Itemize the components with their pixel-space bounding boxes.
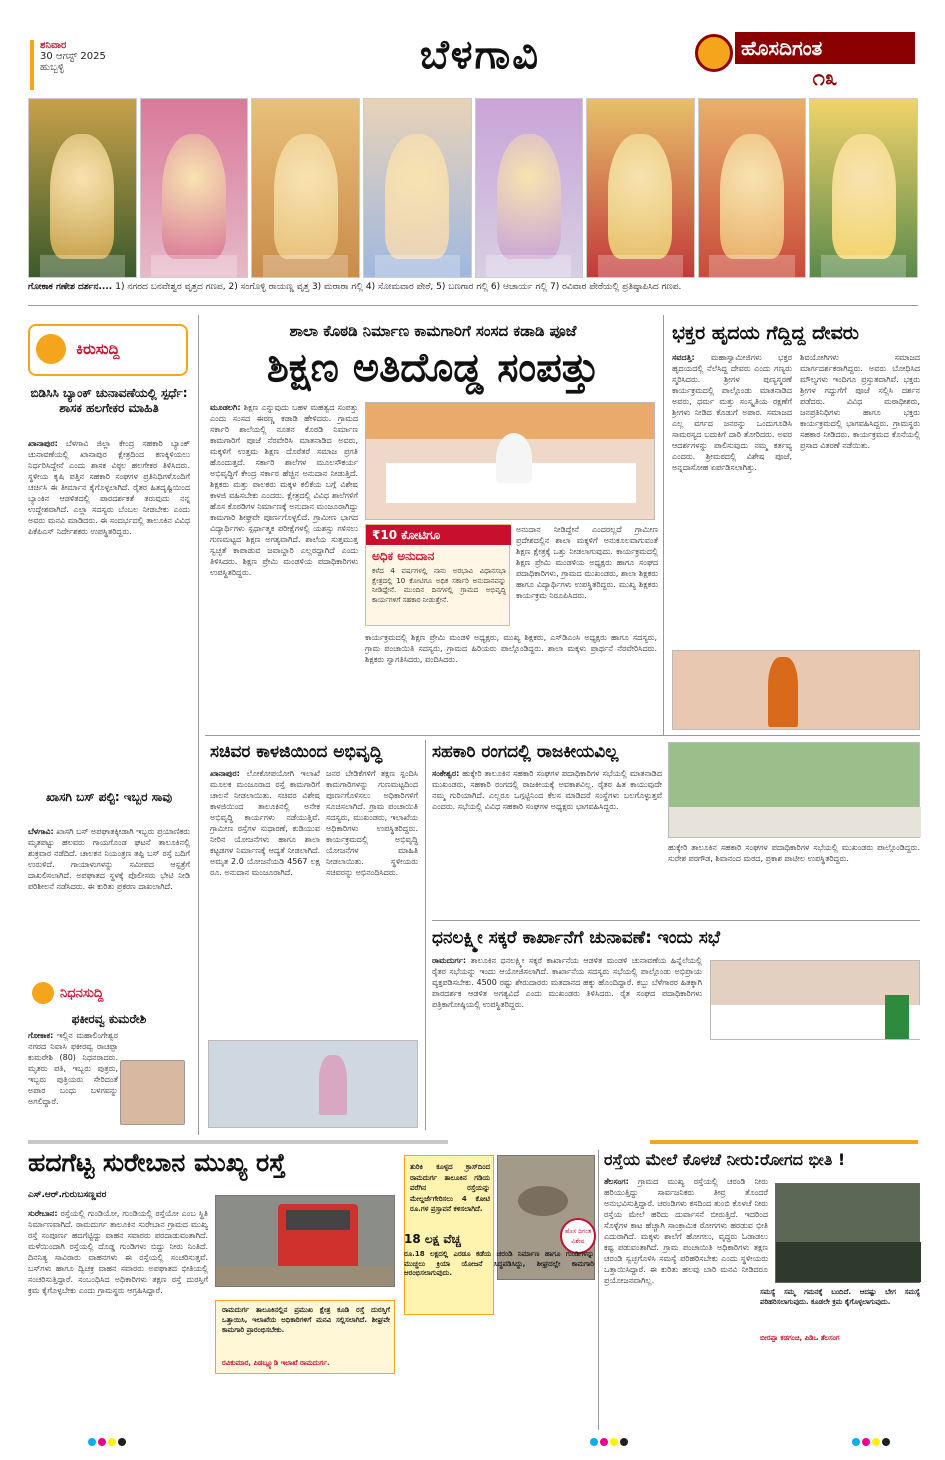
caption-lead: ಗೋಕಾಕ ಗಣೇಶ ದರ್ಶನ.... bbox=[28, 282, 113, 292]
brief-headline: ಬಿಡಿಸಿಸಿ ಬ್ಯಾಂಕ್ ಚುನಾವಣೆಯಲ್ಲಿ ಸ್ಪರ್ಧೆ: ಶಾಸಕ ಹಲಗೇಕರ ಮಾಹಿತಿ bbox=[30, 386, 188, 415]
reg-dot bbox=[600, 1438, 608, 1446]
main-dateline: ಮೂಡಲಗಿ: bbox=[210, 403, 241, 412]
reg-dot bbox=[610, 1438, 618, 1446]
main-story-col3: ಅನುದಾನ ನೀಡಿದ್ದೇನೆ ಎಂದರಲ್ಲದೆ ಗ್ರಾಮೀಣ ಪ್ರದೇಶದಲ್ಲಿನ ಶಾಲಾ ಮಕ್ಕಳಿಗೆ ಅನುಕೂಲವಾಗುವಂತೆ ಶಿಕ್ಷಣ ಕ್ಷೇತ್ರಕ್ಕೆ ಒತ್ತು ನೀಡಲಾಗುವುದು. ಕಾರ್ಯಕ್ರಮದಲ್ಲಿ ಶಿಕ್ಷಣ ಪ್ರೇಮಿ ಮಂಡಳಿಯ ಅಧ್ಯಕ್ಷರು ಹಾಗೂ ಸಂಘದ ಪದಾಧಿಕಾರಿಗಳು, ಗ್ರಾಮದ ಮುಖಂಡರು, ಶಾಲಾ ಶಿಕ್ಷಕರು ಹಾಗೂ ವಿದ್ಯಾರ್ಥಿಗಳು ಉಪಸ್ಥಿತರಿದ್ದರು. ಮುಖ್ಯ ಶಿಕ್ಷಕರು ಕಾರ್ಯಕ್ರಮ ನಿರೂಪಿಸಿದರು. bbox=[516, 525, 658, 600]
lamp-icon bbox=[32, 982, 54, 1004]
minister-story-headline: ಸಚಿವರ ಕಾಳಜಿಯಿಂದ ಅಭಿವೃದ್ಧಿ bbox=[210, 742, 383, 762]
brief-text: ಖಾಸಗಿ ಬಸ್ ಅಪಘಾತಕ್ಕೀಡಾಗಿ ಇಬ್ಬರು ಪ್ರಯಾಣಿಕರು ಮೃತಪಟ್ಟು ಹಲವರು ಗಾಯಗೊಂಡ ಘಟನೆ ತಾಲೂಕಿನಲ್ಲಿ ಶುಕ್ರವಾರ ನಡೆದಿದೆ. ಚಾಲಕನ ನಿಯಂತ್ರಣ ತಪ್ಪಿ ಬಸ್ ರಸ್ತೆ ಬದಿಗೆ ಉರುಳಿದೆ. ಗಾಯಾಳುಗಳನ್ನು ಸಮೀಪದ ಆಸ್ಪತ್ರೆಗೆ ದಾಖಲಿಸಲಾಗಿದೆ. ಅಪಘಾತದ ಸ್ಥಳಕ್ಕೆ ಪೊಲೀಸರು ಭೇಟಿ ನೀಡಿ ಪರಿಶೀಲನೆ ನಡೆಸಿದರು. ಈ ಕುರಿತು ಪ್ರಕರಣ ದಾಖಲಾಗಿದೆ. bbox=[28, 827, 190, 891]
green-shawl bbox=[885, 995, 909, 1039]
sugar-story-body bbox=[432, 955, 702, 1131]
idol-base bbox=[375, 255, 460, 277]
sugar-text: ತಾಲೂಕಿನ ಧನಲಕ್ಷ್ಮೀ ಸಕ್ಕರೆ ಕಾರ್ಖಾನೆಯ ಆಡಳಿತ ಮಂಡಳಿ ಚುನಾವಣೆಯ ಹಿನ್ನೆಲೆಯಲ್ಲಿ ರೈತರ ಸಭೆಯನ್ನು ಇಂದು ಆಯೋಜಿಸಲಾಗಿದೆ. ಕಾರ್ಖಾನೆಯ ಸದಸ್ಯರು ಸಭೆಯಲ್ಲಿ ಪಾಲ್ಗೊಂಡು ಅಭಿಪ್ರಾಯ ವ್ಯಕ್ತಪಡಿಸಬೇಕು. 4500 ರಷ್ಟು ಶೇರುದಾರರು ಮತದಾನದ ಹಕ್ಕು ಹೊಂದಿದ್ದಾರೆ. ಕಬ್ಬು ಬೆಳೆಗಾರರ ಹಿತಕ್ಕಾಗಿ ಪಾರದರ್ಶಕ ಆಡಳಿತ ಅಗತ್ಯವಿದೆ ಎಂದು ಮುಖಂಡರು ತಿಳಿಸಿದರು. ರೈತ ಸಂಘದ ಪದಾಧಿಕಾರಿಗಳು ಪತ್ರಿಕಾಗೋಷ್ಠಿಯಲ್ಲಿ ಉಪಸ್ಥಿತರಿದ್ದರು. bbox=[432, 956, 702, 1009]
obituary-text: ಇಲ್ಲಿನ ಮಹಾಲಿಂಗೇಶ್ವರ ನಗರದ ನಿವಾಸಿ ಫಕೀರವ್ವ ರಾಚಪ್ಪಾ ಕುಮರೇಶಿ (80) ನಿಧನರಾದರು. ಮೃತರು ಪತಿ, ಇಬ್ಬರು ಪುತ್ರರು, ಇಬ್ಬರು ಪುತ್ರಿಯರು ಸೇರಿದಂತೆ ಅಪಾರ ಬಂಧು ಬಳಗವನ್ನು ಅಗಲಿದ್ದಾರೆ. bbox=[28, 1031, 118, 1106]
right-story-col2: ಶಿವಯೋಗಿಗಳು ಸಮಾಜದ ಮಾರ್ಗದರ್ಶಕರಾಗಿದ್ದರು. ಅವರು ಬೋಧಿಸಿದ ಮೌಲ್ಯಗಳು ಇಂದಿಗೂ ಪ್ರಸ್ತುತವಾಗಿವೆ. ಭಕ್ತರು ಶ್ರೀಗಳ ಗದ್ದುಗೆಗೆ ಪೂಜೆ ಸಲ್ಲಿಸಿ ದರ್ಶನ ಪಡೆದರು. ವಿವಿಧ ಮಠಾಧೀಶರು, ಜನಪ್ರತಿನಿಧಿಗಳು ಹಾಗೂ ಭಕ್ತರು ಕಾರ್ಯಕ್ರಮದಲ್ಲಿ ಭಾಗವಹಿಸಿದ್ದರು. ಗ್ರಾಮಸ್ಥರು ಸಹಕಾರ ನೀಡಿದರು. ಕಾರ್ಯಕ್ರಮದ ಕೊನೆಯಲ್ಲಿ ಪ್ರಸಾದ ವಿತರಣೆ ನಡೆಯಿತು. bbox=[800, 353, 920, 450]
photo-strip-caption bbox=[28, 282, 918, 292]
reg-dot bbox=[882, 1438, 890, 1446]
sugar-story-headline: ಧನಲಕ್ಷ್ಮೀ ಸಕ್ಕರೆ ಕಾರ್ಖಾನೆಗೆ ಚುನಾವಣೆ: ಇಂದು ಸಭೆ bbox=[432, 928, 721, 948]
idol-base bbox=[709, 255, 794, 277]
main-story-photo bbox=[365, 402, 655, 520]
ganesha-photo bbox=[363, 98, 472, 278]
minister-story-photo bbox=[208, 1040, 418, 1128]
ganesha-idol bbox=[608, 134, 672, 259]
brief-text: ಬೆಳಗಾವಿ ಜಿಲ್ಲಾ ಕೇಂದ್ರ ಸಹಕಾರಿ ಬ್ಯಾಂಕ್ ಚುನಾವಣೆಯಲ್ಲಿ ಖಾನಾಪುರ ಕ್ಷೇತ್ರದಿಂದ ಕಣಕ್ಕಿಳಿಯಲು ನಿರ್ಧರಿಸಿದ್ದೇನೆ ಎಂದು ಶಾಸಕ ವಿಠ್ಠಲ ಹಲಗೇಕರ ತಿಳಿಸಿದರು. ಸ್ಥಳೀಯ ಕೃಷಿ ಪತ್ತಿನ ಸಹಕಾರಿ ಸಂಘಗಳ ಪ್ರತಿನಿಧಿಗಳೊಂದಿಗೆ ಚರ್ಚಿಸಿ ಈ ತೀರ್ಮಾನ ಕೈಗೊಳ್ಳಲಾಗಿದೆ. ರೈತರ ಹಿತದೃಷ್ಟಿಯಿಂದ ಬ್ಯಾಂಕಿನ ಆಡಳಿತದಲ್ಲಿ ಪಾರದರ್ಶಕತೆ ತರುವುದು ನನ್ನ ಉದ್ದೇಶವಾಗಿದೆ. ಎಲ್ಲಾ ಸದಸ್ಯರು ಬೆಂಬಲ ನೀಡಬೇಕು ಎಂದು ಅವರು ಮನವಿ ಮಾಡಿದರು. ಈ ಸಂದರ್ಭದಲ್ಲಿ ತಾಲೂಕಿನ ವಿವಿಧ ಪಿಕೆಪಿಎಸ್ ನಿರ್ದೇಶಕರು ಉಪಸ್ಥಿತರಿದ್ದರು. bbox=[28, 439, 190, 536]
reg-dot bbox=[590, 1438, 598, 1446]
obituary-body bbox=[28, 1030, 118, 1130]
sewage-water bbox=[776, 1242, 921, 1282]
road-quote: ರಾಮದುರ್ಗ ತಾಲೂಕಿನಲ್ಲಿನ ಪ್ರಮುಖ ಕ್ಷೇತ್ರ ಕೂಡಿ ರಸ್ತೆ ದುರಸ್ತಿಗೆ ಒತ್ತಾಯಿಸಿ, ಇಲಾಖೆಯ ಅಧಿಕಾರಿಗಳಿಗೆ ಮನವಿ ಸಲ್ಲಿಸಲಾಗಿದೆ. ಶೀಘ್ರವೇ ಕಾಮಗಾರಿ ಪ್ರಾರಂಭಿಸಬೇಕು. bbox=[222, 1306, 390, 1334]
amount-value: ₹10 ಕೋಟಿಗೂ bbox=[366, 525, 511, 545]
briefs-label-box bbox=[28, 324, 188, 376]
sugar-story-photo bbox=[710, 960, 920, 1040]
divider bbox=[205, 735, 920, 736]
obituary-dateline: ಗೋಕಾಕ: bbox=[28, 1031, 54, 1040]
divider bbox=[432, 920, 920, 921]
amount-box bbox=[365, 524, 510, 626]
road-quote-box bbox=[215, 1300, 395, 1374]
ganesha-photo bbox=[251, 98, 360, 278]
speaker bbox=[496, 433, 532, 483]
obituary-label: ನಿಧನಸುದ್ದಿ bbox=[60, 986, 104, 1001]
reg-dot bbox=[872, 1438, 880, 1446]
coop-story-headline: ಸಹಕಾರಿ ರಂಗದಲ್ಲಿ ರಾಜಕೀಯವಿಲ್ಲ bbox=[432, 742, 619, 762]
road-story-headline: ಹದಗೆಟ್ಟ ಸುರೇಬಾನ ಮುಖ್ಯ ರಸ್ತೆ bbox=[28, 1148, 286, 1177]
coop-photo-caption: ಹುಕ್ಕೇರಿ ತಾಲೂಕಿನ ಸಹಕಾರಿ ಸಂಘಗಳ ಪದಾಧಿಕಾರಿಗಳ ಸಭೆಯಲ್ಲಿ ಮುಖಂಡರು ಪಾಲ್ಗೊಂಡಿದ್ದರು. ಸುರೇಶ ಪರಗೌಡ, ಶಿವಾನಂದ ಮಠದ, ಪ್ರಕಾಶ ಪಾಟೀಲ ಉಪಸ್ಥಿತರಿದ್ದರು. bbox=[668, 843, 920, 863]
divider bbox=[28, 305, 918, 306]
paper-logo bbox=[695, 30, 915, 91]
main-story-col2: ಕಾರ್ಯಕ್ರಮದಲ್ಲಿ ಶಿಕ್ಷಣ ಪ್ರೇಮಿ ಮಂಡಳಿ ಅಧ್ಯಕ್ಷರು, ಮುಖ್ಯ ಶಿಕ್ಷಕರು, ಎಸ್‌ಡಿಎಂಸಿ ಅಧ್ಯಕ್ಷರು ಹಾಗೂ ಸದಸ್ಯರು, ಗ್ರಾಮ ಪಂಚಾಯಿತಿ ಸದಸ್ಯರು, ಗ್ರಾಮದ ಹಿರಿಯರು ಪಾಲ್ಗೊಂಡಿದ್ದರು. ಶಾಲಾ ಮಕ್ಕಳು ಪ್ರಾರ್ಥನೆ ನೆರವೇರಿಸಿದರು. ಶಿಕ್ಷಕರು ಸ್ವಾಗತಿಸಿದರು, ವಂದಿಸಿದರು. bbox=[365, 633, 657, 664]
logo-emblem-icon bbox=[695, 34, 733, 72]
ganesha-photo bbox=[586, 98, 695, 278]
idol-base bbox=[40, 255, 125, 277]
drain-text: ಗ್ರಾಮದ ಮುಖ್ಯ ರಸ್ತೆಯಲ್ಲಿ ಚರಂಡಿ ನೀರು ಹರಿಯುತ್ತಿದ್ದು ಸಾರ್ವಜನಿಕರು ತೀವ್ರ ತೊಂದರೆ ಅನುಭವಿಸುತ್ತಿದ್ದಾರೆ. ಚರಂಡಿಗಳು ಕಸದಿಂದ ತುಂಬಿ ಕೊಳಚೆ ನೀರು ರಸ್ತೆಯ ಮೇಲೆ ಹರಿದು ದುರ್ವಾಸನೆ ಬೀರುತ್ತಿದೆ. ಇದರಿಂದ ಸೊಳ್ಳೆಗಳ ಕಾಟ ಹೆಚ್ಚಾಗಿ ಸಾಂಕ್ರಾಮಿಕ ರೋಗಗಳು ಹರಡುವ ಭೀತಿ ಎದುರಾಗಿದೆ. ಮಕ್ಕಳು ಶಾಲೆಗೆ ಹೋಗಲು, ವೃದ್ಧರು ಓಡಾಡಲು ಕಷ್ಟ ಪಡುವಂತಾಗಿದೆ. ಗ್ರಾಮ ಪಂಚಾಯಿತಿ ಅಧಿಕಾರಿಗಳು ತಕ್ಷಣ ಚರಂಡಿ ಸ್ವಚ್ಛಗೊಳಿಸಿ ಸಮಸ್ಯೆ ಪರಿಹರಿಸಬೇಕು ಎಂದು ಸ್ಥಳೀಯರು ಒತ್ತಾಯಿಸಿದ್ದಾರೆ. ಈ ಕುರಿತು ಹಲವು ಬಾರಿ ಮನವಿ ನೀಡಿದರೂ ಪ್ರಯೋಜನವಾಗಿಲ್ಲ. bbox=[604, 1177, 768, 1285]
sugar-dateline: ರಾಮದುರ್ಗ: bbox=[432, 956, 467, 965]
road-story-photo bbox=[215, 1195, 395, 1287]
seated-row bbox=[669, 807, 921, 837]
right-dateline: ಸವದತ್ತಿ: bbox=[672, 353, 695, 362]
ganesha-idol bbox=[50, 134, 114, 259]
coop-story-body bbox=[432, 768, 662, 914]
road-quote-source: ರವಿಕುಮಾರ, ಪಿಡಬ್ಲ್ಯೂಡಿ ಇಲಾಖೆ ರಾಮದುರ್ಗ. bbox=[222, 1359, 330, 1367]
road-side-note-text: ತುರಿಕಿ ಕೂಳ್ಳದ ಕ್ರಾಸ್‌ದಿಂದ ರಾಮದುರ್ಗ ತಾಲೂಕಿನ ಗಡಿಯ ವರೆಗಿನ ರಸ್ತೆಯನ್ನು ಮೇಲ್ದರ್ಜೆಗೇರಿಸಲು 4 ಕೋಟಿ ರೂ.ಗಳ ಪ್ರಸ್ತಾವನೆ ಕಳಿಸಲಾಗಿದೆ. bbox=[410, 1163, 490, 1213]
drain-story-body bbox=[604, 1176, 768, 1430]
road-text: ರಸ್ತೆಯಲ್ಲಿ ಗುಂಡಿಯೋ, ಗುಂಡಿಯಲ್ಲಿ ರಸ್ತೆಯೋ ಎಂಬ ಸ್ಥಿತಿ ನಿರ್ಮಾಣವಾಗಿದೆ. ರಾಮದುರ್ಗ ತಾಲೂಕಿನ ಸುರೇಬಾನ ಗ್ರಾಮದ ಮುಖ್ಯ ರಸ್ತೆ ಸಂಪೂರ್ಣ ಹದಗೆಟ್ಟಿದ್ದು ವಾಹನ ಸವಾರರು ಪರದಾಡುವಂತಾಗಿದೆ. ಮಳೆಯಿಂದಾಗಿ ರಸ್ತೆಯಲ್ಲಿ ದೊಡ್ಡ ಗುಂಡಿಗಳು ಬಿದ್ದು ನೀರು ನಿಂತಿದೆ. ದಿನನಿತ್ಯ ಸಾವಿರಾರು ವಾಹನಗಳು ಈ ರಸ್ತೆಯಲ್ಲಿ ಸಂಚರಿಸುತ್ತವೆ. ಬಸ್‌ಗಳು ಹಾಗೂ ದ್ವಿಚಕ್ರ ವಾಹನ ಸವಾರರು ಅಪಘಾತದ ಭೀತಿಯಲ್ಲಿ ಸಂಚರಿಸುತ್ತಿದ್ದಾರೆ. ಸಂಬಂಧಿಸಿದ ಅಧಿಕಾರಿಗಳು ತಕ್ಷಣ ರಸ್ತೆ ದುರಸ್ತಿಗೆ ಕ್ರಮ ಕೈಗೊಳ್ಳಬೇಕು ಎಂದು ಗ್ರಾಮಸ್ಥರು ಆಗ್ರಹಿಸಿದ್ದಾರೆ. bbox=[28, 1209, 208, 1295]
reg-dot bbox=[88, 1438, 96, 1446]
waterlogged-road bbox=[216, 1266, 395, 1286]
drain-story-headline: ರಸ್ತೆಯ ಮೇಲೆ ಕೊಳಚೆ ನೀರು:ರೋಗದ ಭೀತಿ ! bbox=[604, 1150, 846, 1169]
ganesha-photo bbox=[698, 98, 807, 278]
minister-dateline: ಖಾನಾಪುರ: bbox=[210, 769, 240, 778]
reg-dot bbox=[108, 1438, 116, 1446]
obituary-name: ಫಕೀರವ್ವ ಕುಮರೇಶಿ bbox=[71, 1012, 147, 1026]
coop-dateline: ಸಂಕೇಶ್ವರ: bbox=[432, 769, 460, 778]
special-stamp: ಹೊಸ ದಿಗಂತ ವಿಶೇಷ bbox=[560, 1218, 596, 1254]
reg-dot bbox=[118, 1438, 126, 1446]
main-text: ಶಿಕ್ಷಣ ಎನ್ನುವುದು ಬಹಳ ಮಹತ್ವದ ಸಂಪತ್ತು ಎಂದು ಸಂಸದ ಈರಣ್ಣ ಕಡಾಡಿ ಹೇಳಿದರು. ಗ್ರಾಮದ ಸರ್ಕಾರಿ ಶಾಲೆಯಲ್ಲಿ ನೂತನ ಕೊಠಡಿ ನಿರ್ಮಾಣ ಕಾಮಗಾರಿಗೆ ಪೂಜೆ ನೆರವೇರಿಸಿ ಮಾತನಾಡಿದ ಅವರು, ಮಕ್ಕಳಿಗೆ ಉತ್ತಮ ಶಿಕ್ಷಣ ದೊರೆತರೆ ಸಮಾಜ ಪ್ರಗತಿ ಹೊಂದುತ್ತದೆ. ಸರ್ಕಾರಿ ಶಾಲೆಗಳ ಮೂಲಸೌಕರ್ಯ ಅಭಿವೃದ್ಧಿಗೆ ಕೇಂದ್ರ ಸರ್ಕಾರ ಹೆಚ್ಚಿನ ಅನುದಾನ ನೀಡುತ್ತಿದೆ. ಶಿಕ್ಷಕರು ಮತ್ತು ಪಾಲಕರು ಮಕ್ಕಳ ಕಲಿಕೆಯ ಬಗ್ಗೆ ವಿಶೇಷ ಕಾಳಜಿ ವಹಿಸಬೇಕು ಎಂದರು. ಕ್ಷೇತ್ರದಲ್ಲಿ ವಿವಿಧ ಶಾಲೆಗಳಿಗೆ ಹೊಸ ಕೊಠಡಿಗಳ ನಿರ್ಮಾಣಕ್ಕೆ ಅನುದಾನ ಮಂಜೂರಾಗಿದ್ದು ಕಾಮಗಾರಿ ಶೀಘ್ರವೇ ಪೂರ್ಣಗೊಳ್ಳಲಿದೆ. ಗ್ರಾಮೀಣ ಭಾಗದ ವಿದ್ಯಾರ್ಥಿಗಳು ಸ್ಪರ್ಧಾತ್ಮಕ ಪರೀಕ್ಷೆಗಳಲ್ಲಿ ಯಶಸ್ಸು ಗಳಿಸಲು ಗುಣಮಟ್ಟದ ಶಿಕ್ಷಣ ಅಗತ್ಯವಾಗಿದೆ. ಶಾಲೆಯ ಸುತ್ತಮುತ್ತ ಸ್ವಚ್ಛತೆ ಕಾಪಾಡುವ ಜವಾಬ್ದಾರಿ ಎಲ್ಲರದ್ದಾಗಿದೆ ಎಂದು ತಿಳಿಸಿದರು. ಶಿಕ್ಷಣ ಪ್ರೇಮಿ ಮಂಡಳಿಯ ಪದಾಧಿಕಾರಿಗಳು ಉಪಸ್ಥಿತರಿದ್ದರು. bbox=[210, 403, 358, 577]
paper-name: ಹೊಸದಿಗಂತ bbox=[735, 32, 915, 64]
speaker-figure bbox=[319, 1055, 347, 1115]
ganesha-idol bbox=[385, 134, 449, 259]
reg-dot bbox=[852, 1438, 860, 1446]
ganesha-idol bbox=[162, 134, 226, 259]
drain-dateline: ತೆಲಸಂಗ: bbox=[604, 1177, 629, 1186]
drain-caption-text: ಸಮಸ್ಯೆ ಸಮ್ಮ ಗಮನಕ್ಕೆ ಬಂದಿದೆ. ಆದಷ್ಟು ಬೇಗ ಸಮಸ್ಯೆ ಪರಿಹರಿಸಲಾಗುವುದು. ಕೂಡಲೇ ಕ್ರಮ ಕೈಗೊಳ್ಳಲಾಗುವುದು. bbox=[760, 1288, 920, 1306]
reg-dot bbox=[620, 1438, 628, 1446]
ganesha-idol bbox=[832, 134, 896, 259]
divider bbox=[663, 315, 664, 735]
idol-base bbox=[821, 255, 906, 277]
registration-marks bbox=[88, 1438, 126, 1446]
section-title: ಬೆಳಗಾವಿ bbox=[419, 32, 541, 78]
brief-headline: ಖಾಸಗಿ ಬಸ್ ಪಲ್ಟಿ: ಇಬ್ಬರ ಸಾವು bbox=[45, 790, 173, 804]
issue-day: ಶನಿವಾರ bbox=[40, 40, 67, 51]
obituary-label-box bbox=[28, 980, 188, 1008]
brief-dateline: ಖಾನಾಪುರ: bbox=[28, 439, 58, 448]
road-story-body bbox=[28, 1208, 208, 1430]
brief-body bbox=[28, 826, 190, 970]
divider bbox=[198, 315, 199, 1135]
minister-story-col1 bbox=[210, 768, 320, 1034]
section-stripe bbox=[28, 1140, 448, 1144]
coop-story-photo bbox=[668, 742, 920, 838]
drain-photo-caption bbox=[760, 1288, 920, 1348]
bus-window bbox=[286, 1210, 350, 1230]
road-dateline: ಸುರೇಬಾನ: bbox=[28, 1209, 58, 1218]
sugar-story-continued bbox=[710, 1046, 920, 1130]
cost-body: ರೂ.18 ಲಕ್ಷದಲ್ಲಿ ಎರಡೂ ಕಡೆಯ ಚರಂಡಿ ನಿರ್ಮಾಣ ಹಾಗೂ ಗುಂಡಿಗಳನ್ನು ಮುಚ್ಚಲು ಕ್ರಿಯಾ ಯೋಜನೆ ಸಿದ್ಧಪಡಿಸಿದ್ದು, ಶೀಘ್ರದಲ್ಲೇ ಕಾಮಗಾರಿ ಆರಂಭಿಸಲಾಗುವುದು. bbox=[404, 1250, 594, 1277]
issue-date: 30 ಆಗಸ್ಟ್ 2025 bbox=[40, 51, 106, 62]
ganesha-photo bbox=[28, 98, 137, 278]
main-story-col1 bbox=[210, 402, 358, 728]
minister-story-col2: ಜನರ ಬೇಡಿಕೆಗಳಿಗೆ ತಕ್ಷಣ ಸ್ಪಂದಿಸಿ ಕಾಮಗಾರಿಗಳನ್ನು ಗುಣಮಟ್ಟದಿಂದ ಪೂರ್ಣಗೊಳಿಸಲು ಅಧಿಕಾರಿಗಳಿಗೆ ಸೂಚಿಸಲಾಗಿದೆ. ಗ್ರಾಮ ಪಂಚಾಯಿತಿ ಸದಸ್ಯರು, ಮುಖಂಡರು, ಇಲಾಖೆಯ ಅಧಿಕಾರಿಗಳು ಉಪಸ್ಥಿತರಿದ್ದರು. ಕಾರ್ಯಕ್ರಮದಲ್ಲಿ ಅಭಿವೃದ್ಧಿ ಯೋಜನೆಗಳ ಮಾಹಿತಿ ನೀಡಲಾಯಿತು. ಸ್ಥಳೀಯರು ಸಚಿವರನ್ನು ಅಭಿನಂದಿಸಿದರು. bbox=[326, 769, 418, 877]
drain-photo bbox=[775, 1183, 920, 1283]
reg-dot bbox=[862, 1438, 870, 1446]
caption-text: 1) ನಗರದ ಬನವೇಶ್ವರ ವೃತ್ತದ ಗಣಪ, 2) ಸಂಗೊಳ್ಳಿ ರಾಯಣ್ಣ ವೃತ್ತ 3) ಮರಾಠಾ ಗಲ್ಲಿ 4) ಸೋಮವಾರ ಪೇಠೆ, 5) ಬಣಗಾರ ಗಲ್ಲಿ 6) ಆಚಾರ್ಯ ಗಲ್ಲಿ 7) ರವಿವಾರ ಪೇಠೆಯಲ್ಲಿ ಪ್ರತಿಷ್ಠಾಪಿಸಿದ ಗಣಪ. bbox=[115, 282, 682, 292]
page-number: ೧೩ bbox=[812, 66, 838, 91]
date-block bbox=[30, 40, 180, 90]
idol-base bbox=[486, 255, 571, 277]
main-story-headline: ಶಿಕ್ಷಣ ಅತಿದೊಡ್ಡ ಸಂಪತ್ತು bbox=[266, 345, 600, 391]
divider bbox=[598, 1150, 599, 1430]
ganesha-photo bbox=[475, 98, 584, 278]
drain-caption-source: ಬೀರಪ್ಪಾ ಕಡಗಂಚಿ, ಪಿಡಿಒ ತೆಲಸಂಗ bbox=[760, 1334, 840, 1342]
ganesha-idol bbox=[720, 134, 784, 259]
amount-body: ಕಳೆದ 4 ವರ್ಷಗಳಲ್ಲಿ ನಾನು ಅರಭಾವಿ ವಿಧಾನಸಭಾ ಕ್ಷೇತ್ರದಲ್ಲಿ 10 ಕೋಟಿಗೂ ಅಧಿಕ ಸರ್ಕಾರಿ ಅನುದಾನವನ್ನು ನೀಡಿದ್ದೇನೆ. ಮುಂದಿನ ದಿನಗಳಲ್ಲಿ ಗ್ರಾಮದ ಅಭಿವೃದ್ಧಿ ಕಾರ್ಯಗಳಿಗೆ ಸಹಕಾರ ನೀಡುತ್ತೇನೆ. bbox=[372, 567, 506, 604]
right-story-photo bbox=[672, 650, 920, 730]
road-story-continued bbox=[404, 1318, 594, 1428]
minister-text: ಲೋಕೋಪಯೋಗಿ ಇಲಾಖೆ ಮೂಲಕ ಮಂಜೂರಾದ ರಸ್ತೆ ಕಾಮಗಾರಿಗೆ ಚಾಲನೆ ನೀಡಲಾಯಿತು. ಸಚಿವರ ವಿಶೇಷ ಕಾಳಜಿಯಿಂದ ತಾಲೂಕಿನಲ್ಲಿ ಅನೇಕ ಅಭಿವೃದ್ಧಿ ಕಾರ್ಯಗಳು ನಡೆಯುತ್ತಿವೆ. ಗ್ರಾಮೀಣ ರಸ್ತೆಗಳ ಸುಧಾರಣೆ, ಕುಡಿಯುವ ನೀರಿನ ಯೋಜನೆಗಳು ಹಾಗೂ ಶಾಲಾ ಕಟ್ಟಡಗಳ ನಿರ್ಮಾಣಕ್ಕೆ ಆದ್ಯತೆ ನೀಡಲಾಗಿದೆ. ಅಮೃತ 2.0 ಯೋಜನೆಯಡಿ 4567 ಲಕ್ಷ ರೂ. ಅನುದಾನ ಮಂಜೂರಾಗಿದೆ. bbox=[210, 769, 320, 877]
main-story-kicker: ಶಾಲಾ ಕೊಠಡಿ ನಿರ್ಮಾಣ ಕಾಮಗಾರಿಗೆ ಸಂಸದ ಕಡಾಡಿ ಪೂಜೆ bbox=[289, 322, 577, 340]
right-story-col1 bbox=[672, 352, 792, 644]
edition-city: ಹುಬ್ಬಳ್ಳಿ bbox=[40, 62, 65, 73]
brief-dateline: ಬೆಳಗಾವಿ: bbox=[28, 827, 54, 836]
ganesha-idol bbox=[274, 134, 338, 259]
pothole bbox=[518, 1186, 568, 1216]
registration-marks bbox=[852, 1438, 890, 1446]
obituary-photo bbox=[120, 1060, 185, 1125]
idol-base bbox=[598, 255, 683, 277]
cost-title: 18 ಲಕ್ಷ ವೆಚ್ಚ bbox=[404, 1232, 461, 1246]
right-text: ಮಹಾಸ್ವಾಮೀಜಿಗಳು ಭಕ್ತರ ಹೃದಯದಲ್ಲಿ ನೆಲೆಸಿದ್ದ ದೇವರು ಎಂದು ಗಣ್ಯರು ಸ್ಮರಿಸಿದರು. ಶ್ರೀಗಳ ಪುಣ್ಯಸ್ಮರಣೆ ಕಾರ್ಯಕ್ರಮದಲ್ಲಿ ಪಾಲ್ಗೊಂಡು ಮಾತನಾಡಿದ ಅವರು, ಧರ್ಮ ಮತ್ತು ಸಂಸ್ಕೃತಿಯ ರಕ್ಷಣೆಗೆ ಶ್ರೀಗಳು ನೀಡಿದ ಕೊಡುಗೆ ಅಪಾರ. ಸಮಾಜದ ಎಲ್ಲ ವರ್ಗದ ಜನರನ್ನು ಒಂದುಗೂಡಿಸಿ ಸಾಮರಸ್ಯದ ಬದುಕಿಗೆ ದಾರಿ ತೋರಿದರು. ಅವರ ಆದರ್ಶಗಳನ್ನು ಪಾಲಿಸುವುದು ನಮ್ಮ ಕರ್ತವ್ಯ ಎಂದರು. ಶ್ರೀಮಠದಲ್ಲಿ ವಿಶೇಷ ಪೂಜೆ, ಅನ್ನದಾಸೋಹ ಏರ್ಪಡಿಸಲಾಗಿತ್ತು. bbox=[672, 353, 792, 472]
briefs-label: ಕಿರುಸುದ್ದಿ bbox=[76, 340, 120, 358]
right-story-headline: ಭಕ್ತರ ಹೃದಯ ಗೆದ್ದಿದ್ದ ದೇವರು bbox=[672, 322, 859, 344]
ganesha-idol bbox=[497, 134, 561, 259]
brief-body bbox=[28, 438, 190, 782]
road-byline: ಎಸ್.ಆರ್.ಗುರುಬಸಣ್ಣವರ bbox=[28, 1190, 107, 1200]
ganesha-photo bbox=[140, 98, 249, 278]
hand-icon bbox=[36, 334, 66, 364]
idol-base bbox=[263, 255, 348, 277]
coop-text: ಹುಕ್ಕೇರಿ ತಾಲೂಕಿನ ಸಹಕಾರಿ ಸಂಘಗಳ ಪದಾಧಿಕಾರಿಗಳ ಸಭೆಯಲ್ಲಿ ಮಾತನಾಡಿದ ಮುಖಂಡರು, ಸಹಕಾರಿ ರಂಗದಲ್ಲಿ ರಾಜಕೀಯಕ್ಕೆ ಅವಕಾಶವಿಲ್ಲ. ರೈತರ ಹಿತ ಕಾಯುವುದೇ ನಮ್ಮ ಗುರಿಯಾಗಿದೆ. ಎಲ್ಲರೂ ಒಗ್ಗಟ್ಟಿನಿಂದ ಕೆಲಸ ಮಾಡಿದರೆ ಸಂಸ್ಥೆಗಳು ಬಲಗೊಳ್ಳುತ್ತವೆ ಎಂದರು. ಸಭೆಯಲ್ಲಿ ವಿವಿಧ ಸಹಕಾರಿ ಸಂಘಗಳ ಅಧ್ಯಕ್ಷರು ಭಾಗವಹಿಸಿದ್ದರು. bbox=[432, 769, 662, 811]
swamiji-figure bbox=[768, 657, 798, 727]
amount-title: ಅಧಿಕ ಅನುದಾನ bbox=[372, 549, 435, 563]
idol-base bbox=[151, 255, 236, 277]
section-stripe bbox=[650, 1140, 918, 1144]
registration-marks bbox=[590, 1438, 628, 1446]
reg-dot bbox=[98, 1438, 106, 1446]
divider bbox=[425, 740, 426, 1130]
ganesha-photo bbox=[809, 98, 918, 278]
